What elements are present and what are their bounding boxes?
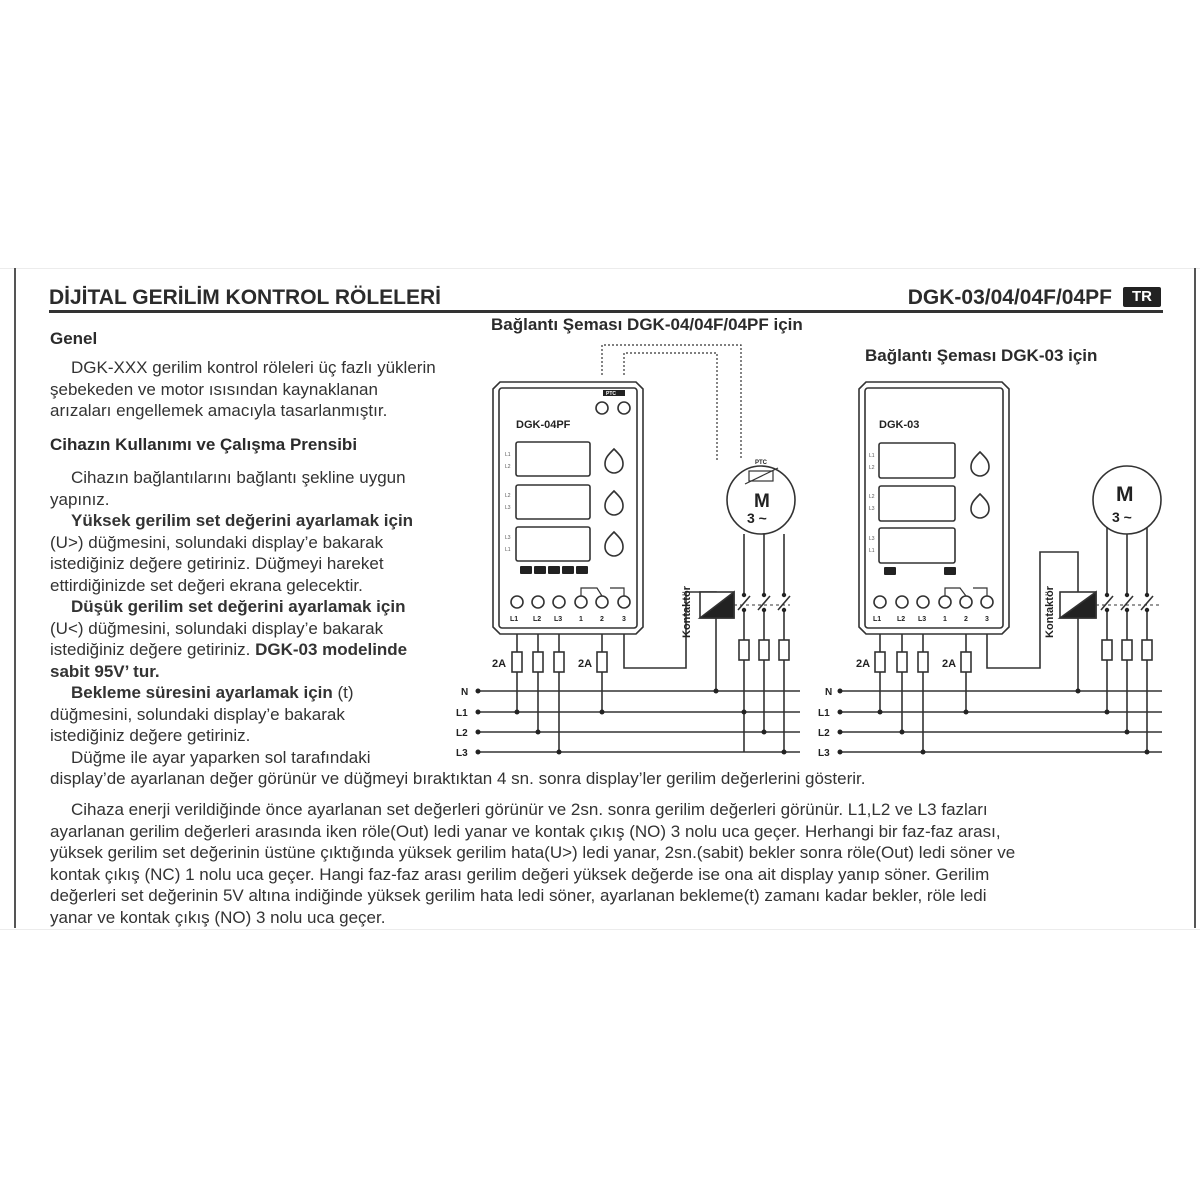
fuse-label: 2A [856,658,871,670]
text-line: display’de ayarlanan değer görünür ve düğmeyi bıraktıktan 4 sn. sonra display’ler gerilim değerlerini gösterir. [50,769,866,788]
display-label: L1 [869,453,875,459]
ptc-terminal-1 [596,402,608,414]
wiring-diagram-right [810,370,1190,770]
display-label: L1 [869,548,875,554]
bus-label-l1: L1 [456,708,468,719]
bus-label-l1: L1 [818,708,830,719]
display-label: L2 [869,494,875,500]
operation-text [50,799,1015,928]
terminal-label: 3 [622,616,626,623]
terminal-label: L3 [554,616,563,623]
text-line: yüksek gerilim set değerinin üstüne çıktığında yüksek gerilim hata(U>) ledi yanar, 2sn.(sabit) bekler sonra röle(Out) ledi söner ve [50,843,1016,862]
text-line: DGK-XXX gerilim kontrol röleleri üç fazlı yüklerin [71,358,436,377]
motor-sub: 3 ~ [1112,509,1132,525]
knob-2 [605,491,623,515]
text-line: Cihazın bağlantılarını bağlantı şekline uygun [71,468,406,487]
bus-label-l3: L3 [818,748,830,759]
display-label: L3 [505,505,511,511]
fuse-label: 2A [578,658,593,670]
motor-label: M [754,491,770,512]
document-title: DİJİTAL GERİLİM KONTROL RÖLELERİ [49,286,442,309]
terminal-label: 1 [579,616,583,623]
fuse-label: 2A [942,658,957,670]
high-voltage-heading: Yüksek gerilim set değerini ayarlamak için [71,511,414,530]
knob-1 [971,452,989,476]
contactor-label: Kontaktör [681,586,693,638]
device-label: DGK-04PF [516,419,571,431]
motor-label: M [1116,483,1134,506]
ptc-wire-inner [624,353,717,460]
fuse-label: 2A [492,658,507,670]
dgk03-note: DGK-03 modelinde [255,640,408,659]
display-2 [516,485,590,519]
motor-ptc-label: PTC [755,460,767,466]
text-line: ayarlanan gerilim değerleri arasında iken röle(Out) ledi yanar ve kontak çıkış (NO) 3 nolu uca geçer. Herhangi bir faz-faz arası, [50,821,1001,841]
text-line: arızaları engellemek amacıyla tasarlanmıştır. [50,401,388,420]
display-label: L3 [869,536,875,542]
display-label: L3 [505,535,511,541]
display-label: L1 [505,547,511,553]
text-line: düğmesini, solundaki display’e bakarak [50,704,345,724]
section-heading-usage: Cihazın Kullanımı ve Çalışma Prensibi [50,435,358,454]
text-line: istediğiniz değere getiriniz. Düğmeyi hareket [50,554,384,573]
device-label: DGK-03 [879,419,920,431]
language-badge: TR [1123,287,1161,307]
text-line: istediğiniz değere getiriniz. [50,640,256,659]
text-line: yanar ve kontak çıkış (NO) 3 nolu uca geçer. [50,907,386,927]
wiring-diagram-left [440,330,820,770]
model-list: DGK-03/04/04F/04PF [907,286,1112,309]
terminal-label: L3 [918,616,927,623]
display-3 [516,527,590,561]
genel-text [50,357,436,422]
display-3 [879,528,955,563]
display-1 [879,443,955,478]
text-line: istediğiniz değere getiriniz. [50,726,251,745]
display-label: L2 [505,464,511,470]
text-line: Cihaza enerji verildiğinde önce ayarlanan set değerleri görünür ve 2sn. sonra gerilim değerleri görünür. L1,L2 ve L3 fazları [71,800,988,819]
page-border-right [1194,268,1196,928]
wait-time-heading: Bekleme süresini ayarlamak için [71,683,333,702]
bus-label-l2: L2 [456,728,468,739]
text-line: değerleri set değerinin 5V altına indiğinde yüksek gerilim hata ledi söner, ayarlanan bekleme(t) zamanı kadar bekler, röle ledi [50,886,987,905]
terminal-label: 3 [985,616,989,623]
knob-3 [605,532,623,556]
display-label: L2 [505,493,511,499]
terminal-label: 1 [943,616,947,623]
ptc-label: PTC [606,391,616,397]
bus-label-n: N [461,687,469,698]
display-2 [879,486,955,521]
contactor-label: Kontaktör [1044,586,1056,638]
bus-label-l3: L3 [456,748,468,759]
bus-label-n: N [825,687,833,698]
text-line: kontak çıkış (NC) 1 nolu uca geçer. Hangi faz-faz arası gerilim değeri yüksek değerde ise ona ait display yanıp söner. Gerilim [50,864,990,884]
title-underline [49,310,1163,313]
terminal-label: L2 [533,616,542,623]
text-line: (U<) düğmesini, solundaki display’e bakarak [50,618,384,638]
display-label: L1 [505,452,511,458]
terminal-label: L1 [873,616,882,623]
diagram-caption-right: Bağlantı Şeması DGK-03 için [865,346,1098,365]
text-line: (t) [332,683,354,702]
display-1 [516,442,590,476]
text-line: şebekeden ve motor ısısından kaynaklanan [50,379,378,399]
ptc-terminal-2 [618,402,630,414]
display-label: L3 [869,506,875,512]
diagram-caption-left: Bağlantı Şeması DGK-04/04F/04PF için [491,315,803,334]
low-voltage-heading: Düşük gerilim set değerini ayarlamak için [71,597,406,616]
knob-1 [605,449,623,473]
terminal-label: 2 [600,616,604,623]
text-line: yapınız. [50,489,110,509]
motor-sub: 3 ~ [747,510,767,526]
text-line: ettirdiğinizde set değeri ekrana gelecektir. [50,575,363,595]
page-border-left [14,268,16,928]
knob-2 [971,494,989,518]
dgk03-note-tail: sabit 95V’ tur. [50,661,160,681]
display-label: L2 [869,465,875,471]
text-line: Düğme ile ayar yaparken sol tarafındaki [71,747,371,767]
terminal-label: 2 [964,616,968,623]
terminal-label: L1 [510,616,519,623]
bus-label-l2: L2 [818,728,830,739]
terminal-label: L2 [897,616,906,623]
section-heading-genel: Genel [50,329,98,348]
text-line: (U>) düğmesini, solundaki display’e bakarak [50,532,384,552]
